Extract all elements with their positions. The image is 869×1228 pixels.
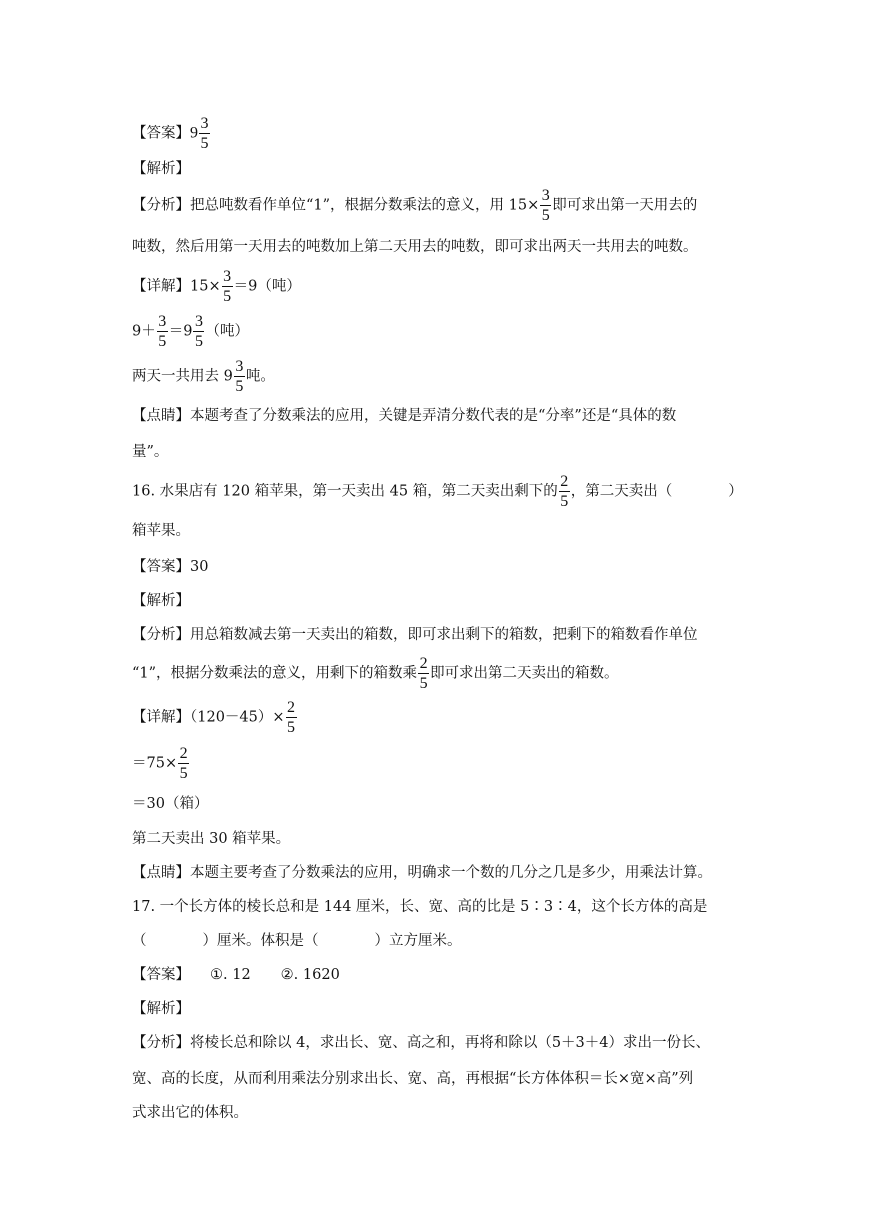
fraction [559, 473, 570, 510]
denominator: 5 [235, 378, 244, 395]
fraction [418, 655, 429, 692]
text: ）厘米。体积是（ [202, 933, 319, 949]
text: 两天一共用去 9 [132, 368, 233, 385]
denominator: 5 [158, 333, 167, 350]
numerator: 2 [419, 655, 428, 672]
q15-dianjing-line1: 【点睛】本题考查了分数乘法的应用，关键是弄清分数代表的是“分率”还是“具体的数 [132, 408, 677, 424]
fraction-bar [157, 331, 168, 332]
fraction [286, 699, 297, 736]
text: ）立方厘米。 [374, 933, 462, 949]
numerator: 2 [287, 699, 296, 716]
q15-dianjing-line2: 量”。 [132, 444, 169, 460]
q17-fenxi-line1: 【分析】将棱长总和除以 4，求出长、宽、高之和，再将和除以（5＋3＋4）求出一份长、 [132, 1035, 711, 1051]
denominator: 5 [560, 493, 569, 510]
text: （ [132, 933, 147, 949]
fraction-bar [193, 331, 204, 332]
fraction [540, 187, 551, 224]
fraction-bar [234, 376, 245, 377]
denominator: 5 [179, 765, 188, 782]
fraction [193, 313, 204, 350]
q17-answer [132, 965, 340, 985]
numerator: 3 [235, 358, 244, 375]
answer-item: ②. 1620 [280, 967, 340, 983]
q17-fenxi-line2: 宽、高的长度，从而利用乘法分别求出长、宽、高，再根据“长方体体积＝长×宽×高”列 [132, 1071, 694, 1087]
answer-fraction [199, 115, 210, 152]
q15-conclusion [132, 358, 275, 395]
fraction-bar [199, 133, 210, 134]
text: 16. 水果店有 120 箱苹果，第一天卖出 45 箱，第二天卖出剩下的 [132, 483, 558, 500]
text: 【分析】把总吨数看作单位“1”，根据分数乘法的意义，用 15× [132, 197, 540, 214]
q17-stem-line1: 17. 一个长方体的棱长总和是 144 厘米，长、宽、高的比是 5∶3∶4，这个长方体的高是 [132, 899, 708, 915]
q16-step2 [132, 745, 190, 782]
q17-analysis-label: 【解析】 [132, 1001, 190, 1017]
answer-label: 【答案】 [132, 967, 190, 983]
text: ＝9（吨） [233, 278, 301, 295]
q15-step2 [132, 313, 249, 350]
q16-fenxi-line2 [132, 655, 619, 692]
q17-fenxi-line3: 式求出它的体积。 [132, 1105, 248, 1121]
fraction-bar [418, 673, 429, 674]
q17-stem-line2 [132, 931, 462, 951]
text: 【详解】15× [132, 278, 221, 295]
text: 即可求出第二天卖出的箱数。 [430, 665, 619, 682]
numerator: 2 [179, 745, 188, 762]
numerator: 3 [223, 268, 232, 285]
text: “1”，根据分数乘法的意义，用剩下的箱数乘 [132, 665, 418, 682]
q16-fenxi-line1: 【分析】用总箱数减去第一天卖出的箱数，即可求出剩下的箱数，把剩下的箱数看作单位 [132, 627, 698, 643]
q15-xiangjie [132, 268, 301, 305]
text: ，第二天卖出（ [570, 483, 673, 500]
q16-stem-line2: 箱苹果。 [132, 523, 190, 539]
q16-conclusion: 第二天卖出 30 箱苹果。 [132, 831, 291, 847]
q15-fenxi-line2: 吨数，然后用第一天用去的吨数加上第二天用去的吨数，即可求出两天一共用去的吨数。 [132, 239, 698, 255]
numerator: 3 [200, 115, 209, 132]
text: ＝9 [168, 323, 193, 340]
q16-analysis-label: 【解析】 [132, 593, 190, 609]
fraction [222, 268, 233, 305]
denominator: 5 [223, 288, 232, 305]
q16-step3: ＝30（箱） [132, 796, 209, 812]
denominator: 5 [194, 333, 203, 350]
denominator: 5 [419, 675, 428, 692]
fraction-bar [286, 717, 297, 718]
answer-label: 【答案】 [132, 125, 190, 142]
text: 9＋ [132, 323, 156, 340]
q15-answer [132, 115, 211, 152]
denominator: 5 [541, 207, 550, 224]
denominator: 5 [200, 135, 209, 152]
numerator: 3 [541, 187, 550, 204]
q15-analysis-label: 【解析】 [132, 161, 190, 177]
text: ＝75× [132, 755, 178, 772]
q15-fenxi-line1 [132, 187, 697, 224]
fraction-bar [222, 286, 233, 287]
q16-dianjing: 【点睛】本题主要考查了分数乘法的应用，明确求一个数的几分之几是多少，用乘法计算。 [132, 865, 712, 881]
q16-answer: 【答案】30 [132, 559, 209, 575]
fraction [234, 358, 245, 395]
answer-item: ①. 12 [210, 967, 251, 983]
text: 即可求出第一天用去的 [552, 197, 698, 214]
numerator: 3 [194, 313, 203, 330]
q16-xiangjie [132, 699, 298, 736]
answer-whole: 9 [190, 124, 198, 142]
numerator: 2 [560, 473, 569, 490]
text: 【详解】（120－45）× [132, 709, 285, 726]
denominator: 5 [287, 719, 296, 736]
numerator: 3 [158, 313, 167, 330]
fraction-bar [540, 205, 551, 206]
text: 吨。 [245, 368, 275, 385]
text: （吨） [205, 323, 249, 340]
fraction [178, 745, 189, 782]
fraction [157, 313, 168, 350]
q16-stem-line1 [132, 473, 743, 510]
fraction-bar [559, 491, 570, 492]
text: ） [728, 483, 743, 500]
fraction-bar [178, 763, 189, 764]
